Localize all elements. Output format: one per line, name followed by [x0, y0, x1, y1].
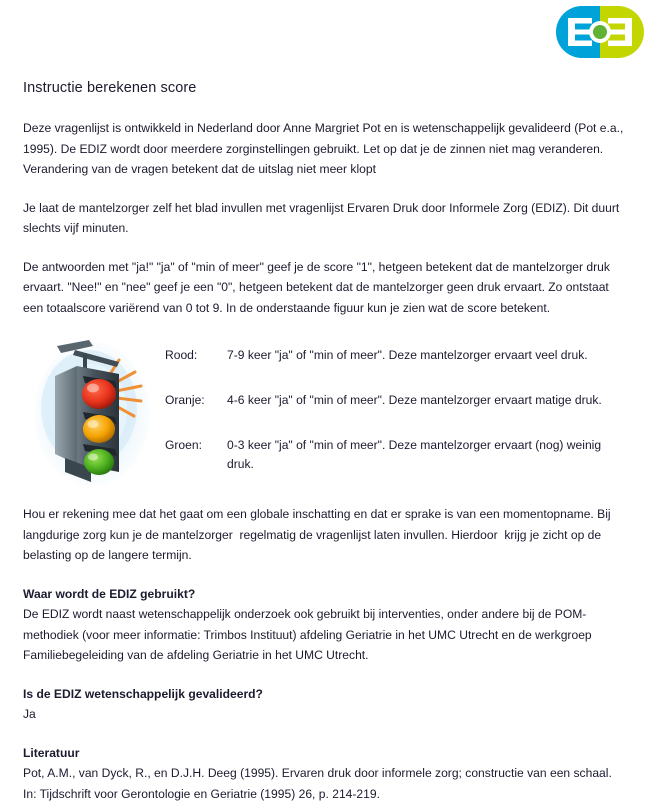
- score-legend: [153, 336, 627, 474]
- scoring-paragraph: De antwoorden met "ja!" "ja" of "min of meer" geef je de score "1", hetgeen betekent dat de mantelzorger druk ervaart. "Nee!" en "nee" geef je een "0", hetgeen betekent dat de mantelzorger geen druk ervaart. Zo ontstaat een totaalscore variërend van 0 tot 9. In de onderstaande figuur kun je zien wat de score betekent.: [23, 259, 614, 315]
- legend-text-oranje: 4-6 keer "ja" of "min of meer". Deze mantelzorger ervaart matige druk.: [227, 393, 602, 407]
- logo-icon: [556, 6, 644, 58]
- traffic-light-figure-block: [23, 336, 627, 488]
- traffic-light-illustration: [31, 336, 153, 488]
- intro-paragraph-1: Deze vragenlijst is ontwikkeld in Nederland door Anne Margriet Pot en is wetenschappelijk gevalideerd (Pot e.a., 1995). De EDIZ wordt door meerdere zorginstellingen gebruikt. Let op dat je de zinnen niet mag veranderen. Verandering van de vragen betekent dat de uitslag niet meer klopt: [23, 121, 627, 176]
- traffic-light-icon: [31, 336, 153, 488]
- legend-row-oranje: [165, 391, 627, 410]
- legend-text-rood: 7-9 keer "ja" of "min of meer". Deze mantelzorger ervaart veel druk.: [227, 348, 588, 362]
- momentopname-paragraph: Hou er rekening mee dat het gaat om een globale inschatting en dat er sprake is van een momentopname. Bij langdurige zorg kun je de mantelzorger regelmatig de vragenlijst laten invullen. Hierdoor krijg je zicht op de belasting op de langere termijn.: [23, 507, 614, 562]
- section-heading-validatie: Is de EDIZ wetenschappelijk gevalideerd?: [23, 686, 263, 701]
- legend-text-groen: 0-3 keer "ja" of "min of meer". Deze mantelzorger ervaart (nog) weinig druk.: [227, 438, 602, 471]
- legend-row-rood: [165, 346, 627, 365]
- section-body-literatuur: Pot, A.M., van Dyck, R., en D.J.H. Deeg (1995). Ervaren druk door informele zorg; constructie van een schaal. In: Tijdschrift voor Gerontologie en Geriatrie (1995) 26, p. 214-219.: [23, 766, 616, 801]
- page-title: Instructie berekenen score: [23, 80, 197, 96]
- legend-label-oranje: Oranje:: [165, 393, 205, 407]
- legend-row-groen: [165, 436, 627, 474]
- section-body-validatie: Ja: [23, 707, 36, 721]
- brand-logo: [556, 6, 644, 58]
- legend-label-groen: Groen:: [165, 438, 202, 452]
- section-body-gebruik: De EDIZ wordt naast wetenschappelijk onderzoek ook gebruikt bij interventies, onder andere bij de POM-methodiek (voor meer informatie: Trimbos Instituut) afdeling Geriatrie in het UMC Utrecht en de werkgroep Familiebegeleiding van de afdeling Geriatrie in het UMC Utrecht.: [23, 607, 596, 662]
- section-heading-gebruik: Waar wordt de EDIZ gebruikt?: [23, 586, 196, 601]
- section-heading-literatuur: Literatuur: [23, 745, 80, 760]
- legend-label-rood: Rood:: [165, 348, 198, 362]
- intro-paragraph-2: Je laat de mantelzorger zelf het blad invullen met vragenlijst Ervaren Druk door Informele Zorg (EDIZ). Dit duurt slechts vijf minuten.: [23, 200, 623, 235]
- document-body: [23, 80, 627, 804]
